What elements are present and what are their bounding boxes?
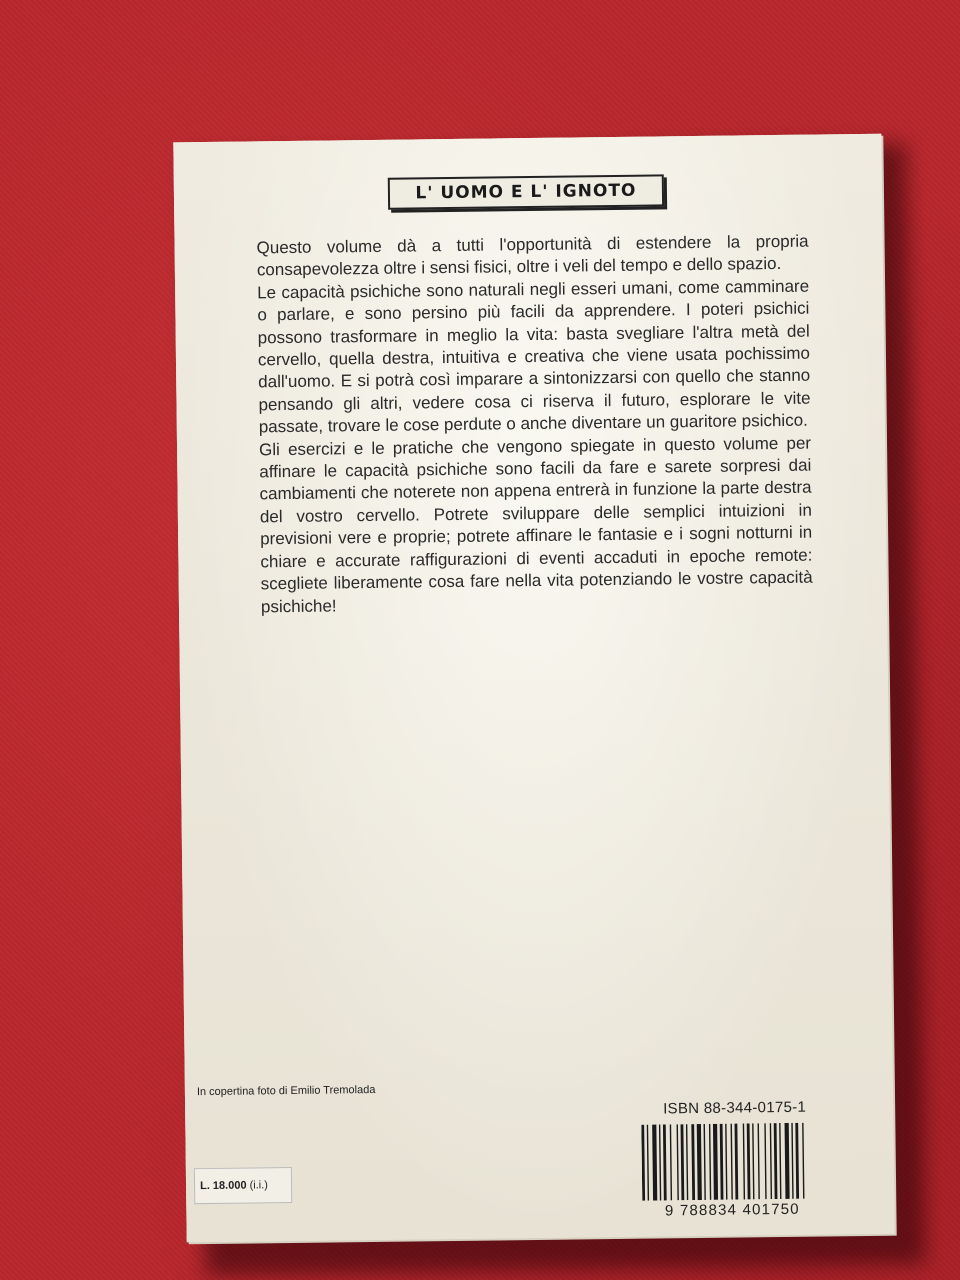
cover-credit: In copertina foto di Emilio Tremolada: [196, 1083, 376, 1099]
book-back-cover: [173, 134, 894, 1243]
price-value: L. 18.000: [199, 1179, 247, 1193]
series-title: L' UOMO E L' IGNOTO: [388, 174, 664, 209]
blurb-paragraph-1: Questo volume dà a tutti l'opportunità di estendere la propria consapevolezza oltre i sensi fisici, oltre i veli del tempo e dello spazio.: [256, 231, 809, 280]
isbn-label: ISBN 88-344-0175-1: [663, 1098, 807, 1118]
blurb-text: [256, 231, 813, 619]
blurb-paragraph-3: Gli esercizi e le pratiche che vengono spiegate in questo volume per affinare le capacità psichiche sono facili da fare e sarete sorpresi dai cambiamenti che noterete non appena entrerà in funzione la parte destra del vostro cervello. Potrete sviluppare delle semplici intuizioni in previsioni vere e proprie; potrete affinare le fantasie e i sogni notturni in chiare e accurate raffigurazioni di eventi accaduti in epoche remote: scegliete liberamente cosa fare nella vita potenziando le vostre capacità psichiche!: [258, 433, 813, 616]
blurb-paragraph-2: Le capacità psichiche sono naturali negli esseri umani, come camminare o parlare, e sono persino più facili da apprendere. I poteri psichici possono trasformare in meglio la vita: basta svegliare l'altra metà del cervello, quella destra, intuitiva e creativa che viene usata pochissimo dall'uomo. E si potrà così imparare a sintonizzarsi con quello che stanno pensando gli altri, vedere cosa ci riserva il futuro, esplorare le vite passate, trovare le cose perdute o anche diventare un guaritore psichico.: [257, 276, 811, 437]
price-label: [200, 1179, 268, 1192]
price-note: (i.i.): [249, 1179, 269, 1192]
barcode: [641, 1123, 822, 1201]
barcode-number: 9 788834 401750: [664, 1200, 800, 1220]
